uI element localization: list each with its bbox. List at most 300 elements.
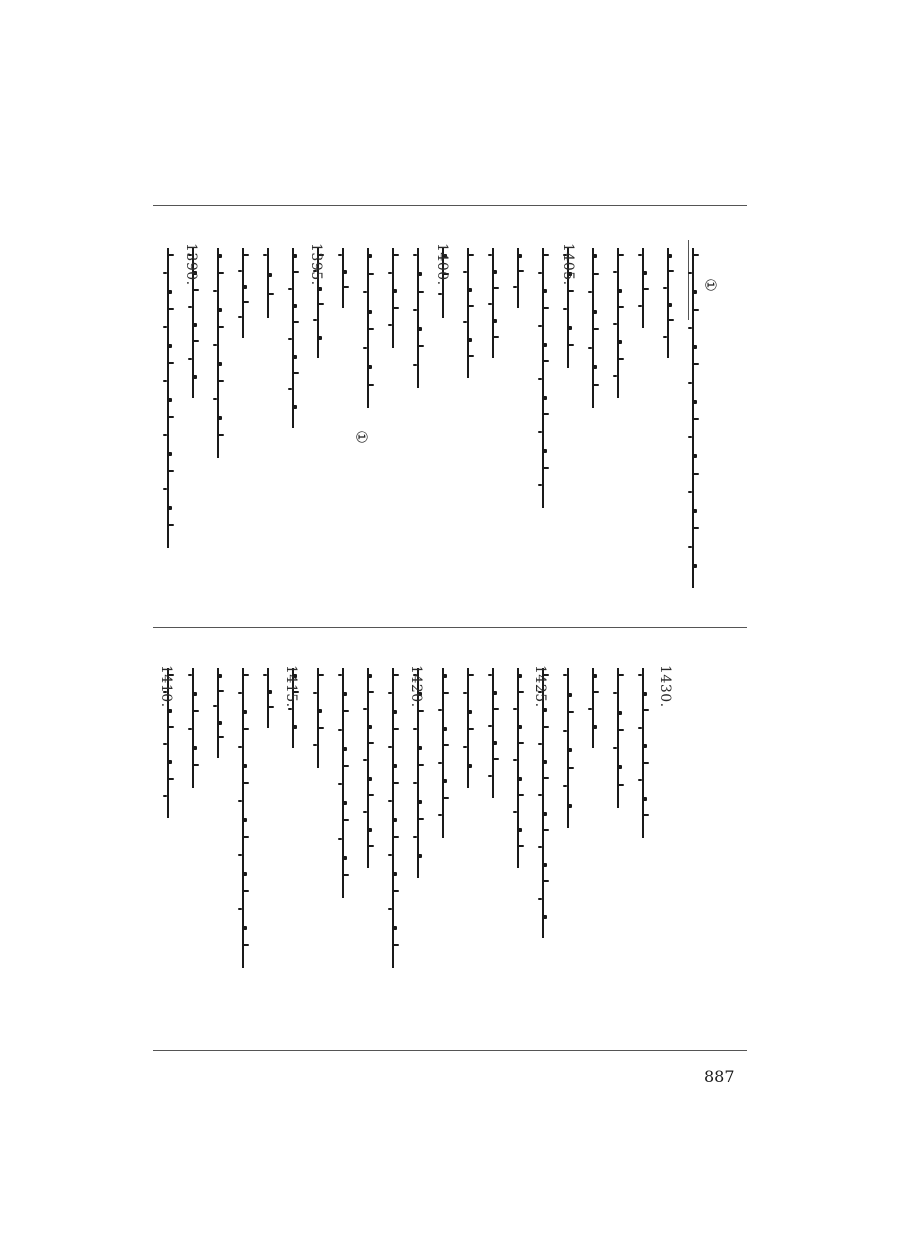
mongolian-text-column	[562, 668, 574, 828]
mongolian-text-column	[387, 668, 399, 968]
script-glyph	[593, 725, 597, 729]
script-stem	[617, 248, 619, 398]
mongolian-text-column	[212, 668, 224, 758]
script-stem	[367, 668, 369, 868]
script-glyph	[418, 327, 422, 331]
script-glyph	[513, 286, 517, 288]
mongolian-text-column	[587, 248, 599, 408]
script-glyph	[388, 854, 392, 856]
script-glyph	[568, 693, 572, 697]
script-glyph	[388, 746, 392, 748]
script-glyph	[168, 524, 174, 526]
mongolian-text-column	[437, 668, 449, 838]
mongolian-text-column	[462, 668, 474, 788]
script-glyph	[463, 746, 467, 748]
script-glyph	[693, 290, 697, 294]
script-glyph	[613, 323, 617, 325]
script-glyph	[538, 378, 542, 380]
script-glyph	[363, 811, 367, 813]
script-stem	[617, 668, 619, 808]
script-glyph	[693, 254, 699, 256]
script-glyph	[688, 327, 692, 329]
script-glyph	[543, 343, 547, 347]
script-glyph	[218, 308, 222, 312]
script-glyph	[368, 674, 372, 678]
script-glyph	[268, 706, 274, 708]
script-glyph	[163, 434, 167, 436]
script-glyph	[593, 674, 597, 678]
script-glyph	[193, 764, 199, 766]
script-glyph	[168, 726, 174, 728]
script-glyph	[443, 727, 447, 731]
script-glyph	[168, 452, 172, 456]
mongolian-text-column	[637, 668, 649, 838]
script-glyph	[543, 726, 549, 728]
script-glyph	[243, 926, 247, 930]
script-glyph	[518, 777, 522, 781]
script-glyph	[288, 288, 292, 290]
script-glyph	[563, 730, 567, 732]
script-glyph	[493, 741, 497, 745]
script-glyph	[238, 692, 242, 694]
script-glyph	[188, 674, 192, 676]
script-glyph	[218, 416, 222, 420]
script-glyph	[393, 836, 399, 838]
script-glyph	[243, 944, 249, 946]
script-glyph	[543, 449, 547, 453]
script-glyph	[363, 291, 367, 293]
script-glyph	[568, 711, 574, 713]
script-glyph	[268, 273, 272, 277]
script-glyph	[243, 872, 247, 876]
script-glyph	[168, 290, 172, 294]
script-glyph	[593, 365, 597, 369]
script-glyph	[238, 746, 242, 748]
script-glyph	[218, 380, 224, 382]
script-glyph	[343, 801, 347, 805]
script-glyph	[393, 307, 399, 309]
mongolian-text-column	[662, 248, 674, 358]
script-glyph	[588, 708, 592, 710]
script-glyph	[388, 800, 392, 802]
mongolian-text-column	[237, 668, 249, 968]
line-number-label: 1430.	[657, 665, 673, 708]
mongolian-text-column	[587, 668, 599, 748]
script-glyph	[318, 674, 324, 676]
script-stem	[392, 248, 394, 348]
script-glyph	[393, 926, 397, 930]
script-glyph	[388, 908, 392, 910]
script-glyph	[193, 746, 197, 750]
script-glyph	[543, 915, 547, 919]
script-glyph	[663, 287, 667, 289]
script-glyph	[518, 828, 522, 832]
script-glyph	[468, 288, 472, 292]
script-glyph	[693, 473, 699, 475]
script-glyph	[513, 708, 517, 710]
script-glyph	[368, 725, 372, 729]
line-number-label: 1390.	[183, 243, 199, 286]
script-stem	[542, 248, 544, 508]
script-glyph	[218, 326, 224, 328]
script-glyph	[643, 692, 647, 696]
script-glyph	[243, 836, 249, 838]
script-glyph	[693, 309, 699, 311]
script-glyph	[543, 307, 549, 309]
script-glyph	[668, 254, 672, 258]
script-glyph	[438, 709, 442, 711]
script-glyph	[688, 546, 692, 548]
script-glyph	[538, 431, 542, 433]
script-glyph	[563, 308, 567, 310]
script-glyph	[293, 321, 299, 323]
script-glyph	[438, 762, 442, 764]
mongolian-text-column	[387, 248, 399, 348]
mongolian-text-column	[312, 668, 324, 768]
mongolian-text-column	[362, 668, 374, 868]
script-glyph	[613, 375, 617, 377]
script-glyph	[393, 890, 399, 892]
footnote-marker: ①	[701, 278, 720, 292]
script-glyph	[618, 765, 622, 769]
script-glyph	[343, 270, 347, 274]
script-glyph	[368, 845, 374, 847]
script-glyph	[338, 674, 342, 676]
script-glyph	[318, 336, 322, 340]
script-glyph	[493, 270, 497, 274]
mongolian-text-column	[537, 248, 549, 508]
script-glyph	[188, 358, 192, 360]
script-glyph	[163, 488, 167, 490]
script-glyph	[163, 743, 167, 745]
mongolian-text-column	[337, 248, 349, 308]
script-glyph	[218, 721, 222, 725]
script-glyph	[443, 674, 447, 678]
mongolian-text-column	[262, 248, 274, 318]
mongolian-text-column	[512, 248, 524, 308]
script-glyph	[168, 416, 174, 418]
script-glyph	[413, 782, 417, 784]
script-glyph	[688, 272, 692, 274]
script-glyph	[438, 293, 442, 295]
mongolian-text-column	[637, 248, 649, 328]
script-glyph	[493, 758, 499, 760]
script-glyph	[163, 795, 167, 797]
script-glyph	[393, 674, 399, 676]
script-glyph	[643, 744, 647, 748]
script-glyph	[243, 890, 249, 892]
script-glyph	[518, 674, 522, 678]
script-glyph	[513, 811, 517, 813]
script-glyph	[218, 690, 224, 692]
script-glyph	[293, 355, 297, 359]
script-glyph	[618, 306, 624, 308]
mongolian-text-column	[612, 248, 624, 398]
script-glyph	[388, 692, 392, 694]
top-rule	[153, 205, 747, 206]
script-glyph	[343, 286, 349, 288]
script-glyph	[518, 691, 524, 693]
mongolian-text-column	[337, 668, 349, 898]
script-glyph	[193, 340, 199, 342]
script-glyph	[243, 782, 249, 784]
line-number-label: 1425.	[532, 665, 548, 708]
script-glyph	[588, 347, 592, 349]
script-glyph	[413, 728, 417, 730]
middle-rule	[153, 627, 747, 628]
script-glyph	[293, 304, 297, 308]
script-glyph	[368, 691, 374, 693]
script-glyph	[618, 289, 622, 293]
script-glyph	[363, 347, 367, 349]
script-glyph	[688, 382, 692, 384]
script-glyph	[463, 692, 467, 694]
script-glyph	[593, 273, 599, 275]
bottom-rule	[153, 1050, 747, 1051]
script-glyph	[318, 727, 324, 729]
script-glyph	[418, 854, 422, 858]
script-glyph	[518, 725, 522, 729]
script-glyph	[693, 345, 697, 349]
script-glyph	[218, 434, 224, 436]
script-glyph	[443, 779, 447, 783]
script-glyph	[538, 325, 542, 327]
script-stem	[592, 668, 594, 748]
script-glyph	[618, 729, 624, 731]
script-glyph	[688, 436, 692, 438]
script-glyph	[188, 306, 192, 308]
script-glyph	[543, 708, 547, 712]
script-glyph	[538, 846, 542, 848]
script-glyph	[488, 674, 492, 676]
script-glyph	[518, 845, 524, 847]
script-glyph	[488, 775, 492, 777]
script-glyph	[293, 254, 297, 258]
script-glyph	[543, 254, 549, 256]
mongolian-text-column	[537, 668, 549, 938]
script-glyph	[393, 872, 397, 876]
script-glyph	[213, 705, 217, 707]
script-glyph	[488, 254, 492, 256]
script-glyph	[568, 290, 574, 292]
script-glyph	[193, 289, 199, 291]
script-glyph	[588, 291, 592, 293]
script-glyph	[568, 804, 572, 808]
script-glyph	[688, 491, 692, 493]
script-glyph	[343, 692, 347, 696]
script-glyph	[543, 829, 549, 831]
script-glyph	[593, 310, 597, 314]
script-glyph	[243, 254, 249, 256]
script-glyph	[618, 674, 624, 676]
script-glyph	[393, 728, 399, 730]
script-stem	[492, 248, 494, 358]
script-glyph	[418, 764, 424, 766]
script-glyph	[193, 692, 197, 696]
script-glyph	[163, 326, 167, 328]
script-glyph	[368, 384, 374, 386]
script-stem	[417, 248, 419, 388]
script-glyph	[693, 564, 697, 568]
mongolian-text-column	[262, 668, 274, 728]
script-glyph	[288, 708, 292, 710]
script-glyph	[643, 288, 649, 290]
script-glyph	[168, 308, 174, 310]
script-glyph	[193, 323, 197, 327]
script-glyph	[468, 355, 474, 357]
script-glyph	[593, 691, 599, 693]
script-glyph	[563, 785, 567, 787]
script-glyph	[493, 336, 499, 338]
script-glyph	[488, 303, 492, 305]
script-glyph	[338, 838, 342, 840]
script-glyph	[593, 328, 599, 330]
script-glyph	[368, 328, 374, 330]
script-glyph	[568, 748, 572, 752]
script-glyph	[238, 800, 242, 802]
script-glyph	[168, 709, 172, 713]
script-glyph	[568, 767, 574, 769]
mongolian-text-column	[212, 248, 224, 458]
script-glyph	[468, 674, 474, 676]
line-number-label: 1395.	[308, 243, 324, 286]
script-glyph	[268, 293, 274, 295]
script-stem	[342, 668, 344, 898]
script-glyph	[243, 301, 249, 303]
mongolian-text-column	[362, 248, 374, 408]
script-glyph	[468, 305, 474, 307]
script-glyph	[368, 273, 374, 275]
script-glyph	[468, 254, 474, 256]
script-glyph	[168, 778, 174, 780]
script-glyph	[393, 710, 397, 714]
script-glyph	[343, 874, 349, 876]
script-stem	[517, 668, 519, 868]
mongolian-text-column	[487, 668, 499, 798]
script-glyph	[468, 338, 472, 342]
script-glyph	[493, 319, 497, 323]
script-glyph	[318, 709, 322, 713]
script-glyph	[538, 898, 542, 900]
script-glyph	[368, 254, 372, 258]
script-glyph	[663, 336, 667, 338]
script-glyph	[638, 305, 642, 307]
script-glyph	[618, 784, 624, 786]
script-glyph	[638, 727, 642, 729]
script-glyph	[418, 800, 422, 804]
script-glyph	[593, 384, 599, 386]
mongolian-text-column	[462, 248, 474, 378]
script-stem	[217, 668, 219, 758]
script-glyph	[563, 674, 567, 676]
script-glyph	[163, 272, 167, 274]
script-glyph	[318, 287, 322, 291]
footnote-marker-inline: ①	[352, 430, 371, 444]
script-glyph	[618, 711, 622, 715]
script-glyph	[343, 765, 349, 767]
script-glyph	[443, 797, 449, 799]
line-number-label: 1420.	[408, 665, 424, 708]
script-glyph	[413, 254, 417, 256]
script-glyph	[538, 272, 542, 274]
script-glyph	[238, 908, 242, 910]
line-number-label: 1400.	[434, 243, 450, 286]
script-glyph	[293, 405, 297, 409]
script-glyph	[413, 309, 417, 311]
script-glyph	[643, 709, 649, 711]
script-stem	[242, 248, 244, 338]
script-glyph	[443, 744, 449, 746]
script-glyph	[213, 398, 217, 400]
mongolian-text-column	[187, 668, 199, 788]
script-glyph	[618, 254, 624, 256]
script-glyph	[618, 358, 624, 360]
script-glyph	[393, 782, 399, 784]
script-glyph	[543, 396, 547, 400]
line-number-label: 1405.	[560, 243, 576, 286]
script-glyph	[418, 746, 422, 750]
mongolian-text-column	[287, 248, 299, 428]
script-glyph	[338, 783, 342, 785]
script-glyph	[343, 747, 347, 751]
script-glyph	[493, 287, 499, 289]
script-glyph	[518, 270, 524, 272]
script-glyph	[643, 271, 647, 275]
script-glyph	[543, 760, 547, 764]
script-glyph	[468, 728, 474, 730]
script-glyph	[518, 254, 522, 258]
script-glyph	[243, 285, 247, 289]
script-glyph	[693, 418, 699, 420]
script-stem	[342, 248, 344, 308]
script-glyph	[418, 818, 424, 820]
script-glyph	[393, 818, 397, 822]
mongolian-text-column	[162, 248, 174, 548]
script-glyph	[613, 747, 617, 749]
script-glyph	[218, 674, 222, 678]
mongolian-text-column	[512, 668, 524, 868]
script-glyph	[543, 863, 547, 867]
script-glyph	[393, 764, 397, 768]
script-stem	[492, 668, 494, 798]
script-glyph	[188, 728, 192, 730]
mongolian-text-column	[687, 248, 699, 588]
script-glyph	[218, 362, 222, 366]
script-glyph	[568, 344, 574, 346]
script-glyph	[318, 303, 324, 305]
mongolian-text-column	[487, 248, 499, 358]
script-stem	[217, 248, 219, 458]
script-glyph	[543, 467, 549, 469]
script-stem	[317, 668, 319, 768]
script-glyph	[338, 254, 342, 256]
script-glyph	[693, 509, 697, 513]
script-glyph	[243, 728, 249, 730]
script-glyph	[293, 372, 299, 374]
script-stem	[267, 248, 269, 318]
script-glyph	[463, 271, 467, 273]
script-glyph	[168, 254, 174, 256]
script-stem	[267, 668, 269, 728]
script-glyph	[388, 272, 392, 274]
line-number-label: 1410.	[158, 665, 174, 708]
script-glyph	[418, 291, 424, 293]
script-glyph	[543, 289, 547, 293]
script-glyph	[543, 360, 549, 362]
script-glyph	[368, 365, 372, 369]
script-glyph	[413, 364, 417, 366]
script-glyph	[168, 760, 172, 764]
